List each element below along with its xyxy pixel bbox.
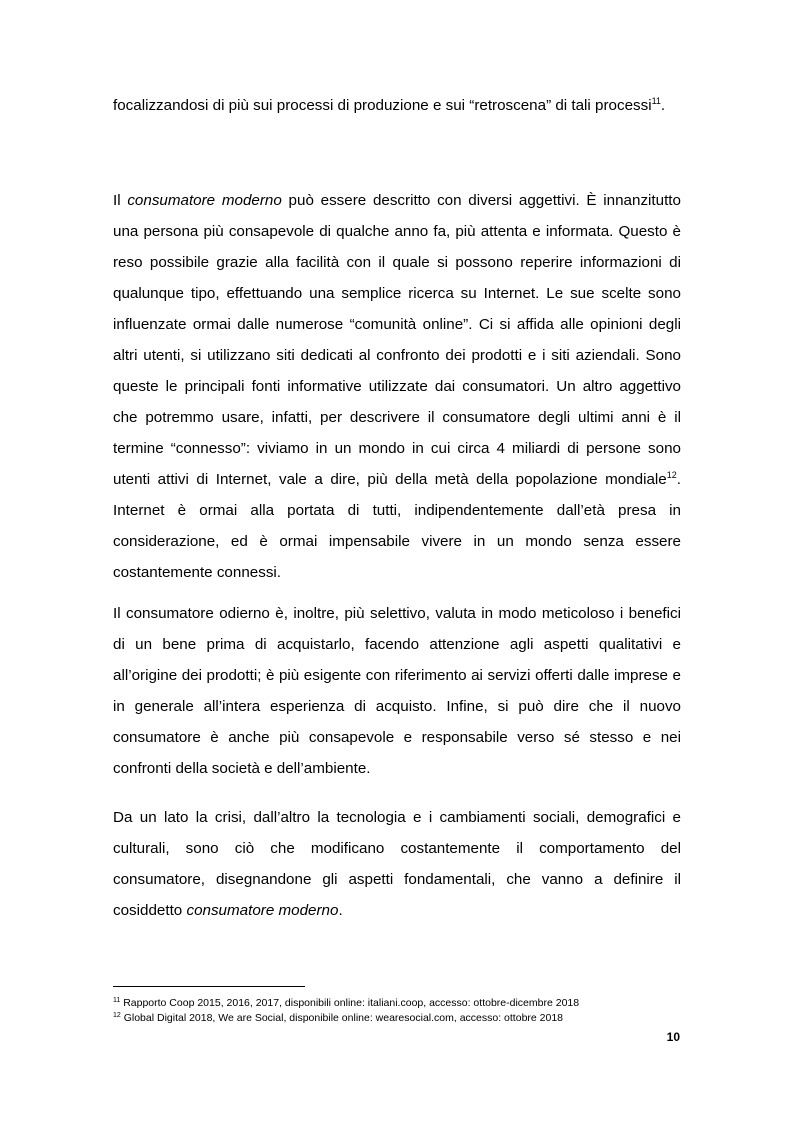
paragraph-modern-consumer xyxy=(113,185,681,588)
page-number: 10 xyxy=(666,1030,680,1044)
footnote-separator xyxy=(113,986,305,987)
footnote-number: 12 xyxy=(113,1012,121,1019)
paragraph-tail: . xyxy=(660,97,666,114)
paragraph-continuation xyxy=(113,90,681,121)
emphasis-term: consumatore moderno xyxy=(127,192,282,209)
paragraph-intro: Il xyxy=(113,192,128,209)
footnote-12 xyxy=(113,1011,681,1025)
paragraph-conclusion xyxy=(113,802,681,926)
paragraph-text: Da un lato la crisi, dall’altro la tecnologia e i cambiamenti sociali, demografici e culturali, sono ciò che modificano costantemente il comportamento del consumatore, disegnandone gli aspetti fondamentali, che vanno a definire il cosiddetto xyxy=(113,809,681,919)
footnote-11 xyxy=(113,996,681,1010)
paragraph-text-continued: . Internet è ormai alla portata di tutti, indipendentemente dall’età presa in considerazione, ed è ormai impensabile vivere in un mondo senza essere costantemente connessi. xyxy=(113,471,681,581)
paragraph-text: focalizzandosi di più sui processi di produzione e sui “retroscena” di tali processi xyxy=(113,97,652,114)
paragraph-selective-consumer xyxy=(113,598,681,784)
paragraph-text: può essere descritto con diversi aggettivi. È innanzitutto una persona più consapevole di qualche anno fa, più attenta e informata. Questo è reso possibile grazie alla facilità con il quale si possono reperire informazioni di qualunque tipo, effettuando una semplice ricerca su Internet. Le sue scelte sono influenzate ormai dalle numerose “comunità online”. Ci si affida alle opinioni degli altri utenti, si utilizzano siti dedicati al confronto dei prodotti e i siti aziendali. Sono queste le principali fonti informative utilizzate dai consumatori. Un altro aggettivo che potremmo usare, infatti, per descrivere il consumatore degli ultimi anni è il termine “connesso”: viviamo in un mondo in cui circa 4 miliardi di persone sono utenti attivi di Internet, vale a dire, più della metà della popolazione mondiale xyxy=(113,192,681,488)
emphasis-term: consumatore moderno xyxy=(186,902,339,919)
footnote-text: Global Digital 2018, We are Social, disponibile online: wearesocial.com, accesso: ottobre 2018 xyxy=(120,1012,564,1024)
paragraph-text: Il consumatore odierno è, inoltre, più selettivo, valuta in modo meticoloso i benefici di un bene prima di acquistarlo, facendo attenzione agli aspetti qualitativi e all’origine dei prodotti; è più esigente con riferimento ai servizi offerti dalle imprese e in generale all’intera esperienza di acquisto. Infine, si può dire che il nuovo consumatore è anche più consapevole e responsabile verso sé stesso e nei confronti della società e dell’ambiente. xyxy=(113,605,681,777)
footnote-number: 11 xyxy=(113,997,121,1004)
paragraph-tail: . xyxy=(338,902,343,919)
footnote-ref-11: 11 xyxy=(651,96,661,106)
footnote-ref-12: 12 xyxy=(666,470,677,480)
footnote-text: Rapporto Coop 2015, 2016, 2017, disponibili online: italiani.coop, accesso: ottobre-dicembre 2018 xyxy=(120,997,580,1009)
